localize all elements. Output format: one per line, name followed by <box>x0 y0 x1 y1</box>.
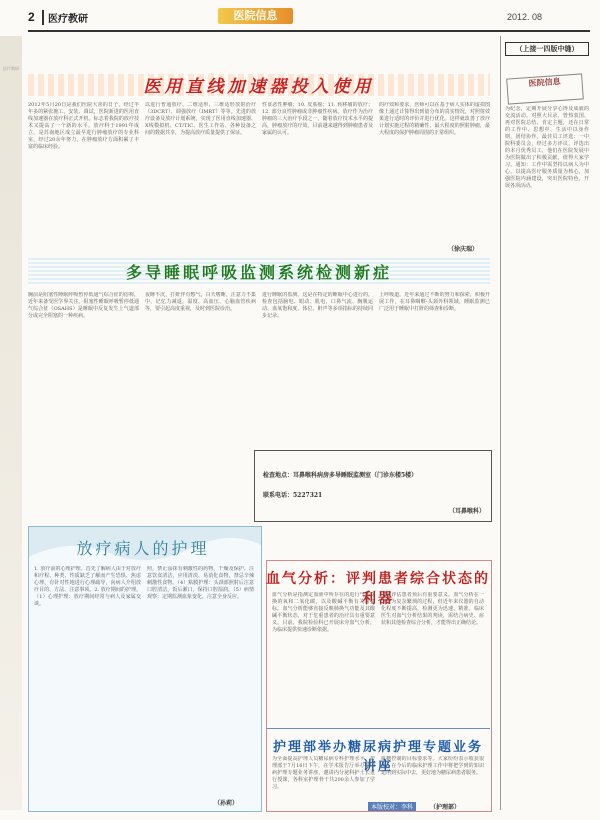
main-content <box>28 36 490 810</box>
article-body-blood-gas <box>272 592 484 722</box>
page-binding-strip <box>0 36 22 810</box>
article-column: 夜睡不沉，打鼾伴有憋气，白天嗜睡，注意力不集中，记忆力减退，温度、高血压、心脑血管疾病等，要引起高度重视，及时到医院诊治。 <box>145 292 256 312</box>
masthead-logo: 医院信息 <box>218 8 293 24</box>
article-author: （护理部） <box>430 804 461 811</box>
article-author: （徐庆瑞） <box>448 246 479 253</box>
article-column: 进行睡眠的监测。这是在特定的睡眠中心进行的。检查包括脑电、眼动、肌电、口鼻气流、胸腹运动、血氧饱和度、体位、鼾声等多项指标的持续同步记录。 <box>262 292 373 319</box>
article-body-radio-nursing <box>34 566 254 796</box>
section-name: 医疗教研 <box>42 10 88 25</box>
article-author: （耳鼻喉科） <box>448 508 485 515</box>
article-column: 为全面提高护理人员糖尿病专科护理水平，护理部于7月16日下午，在学术报告厅举办糖尿病护理专题业务讲座，邀请内分泌科护士长进行授课，各科室护理骨干共200余人参加了学习。 <box>272 756 375 790</box>
article-title-sleep: 多导睡眠呼吸监测系统检测新症 <box>125 263 392 282</box>
article-column: 2012年5月20日是我们医院大喜的日子，经过半年多的紧张施工、安装、调试，医院新进的医用直线加速器在放疗科正式开机。标志着我院的放疗技术又提高了一个新的水平。放疗科于1991年成立，是苏南地区成立最早进行肿瘤放疗的专业科室，经过20余年努力，在肿瘤放疗方面积累了丰富的临床经验。 <box>28 102 139 150</box>
article-column: 血糖控制的目标要求等。大家纷纷表示收获很大，在今后的临床护理工作中将把学到的知识运用到实际中去，更好地为糖尿病患者服务。 <box>381 756 484 776</box>
sidebar-stamp: 医院信息 <box>506 73 584 104</box>
article-body-diabetes <box>272 756 484 802</box>
article-column: 照，禁止涂抹有刺激性的药物，干燥及保护。注意饮食清洁，应用清淡、易消化食物，禁忌辛辣刺激性食物。（4）粘膜护理：头颈部照射后注意口腔清洁，饭后漱口，保持口腔湿润。（5）病情观察：定期监测血象变化，注意全身反应。 <box>147 566 254 600</box>
article-column: 的疗效和要求，医师可以在基于病人实体的虚拟图像上通过计算得出到量分布的真实情况，对照射效果进行适时的评价并进行优化。这样就改善了放疗计划实施过程的精确性，最大程度的照射肿瘤，最大程度的保护肿瘤周围的正常组织。 <box>379 102 490 136</box>
proofreader-note: 本版校对：李科 <box>368 802 416 811</box>
article-column: 血气分析是指测定血液中所存在的进行气体交换的氧和二氧化碳，以及酸碱平衡有关的指标。血气分析能够直接反映肺换气功能及其酸碱平衡状态，对于危重患者的治疗具有重要意义。目前，我院检验科已开展床旁血气分析，为临床提供快速诊断依据。 <box>272 592 375 633</box>
article-title-linac: 医用直线加速器投入使用 <box>143 77 375 97</box>
strip-label: 医疗教研 <box>3 66 19 71</box>
exam-location: 检查地点：耳鼻喉科病房多导睡眠监测室（门诊东楼5楼） <box>263 472 418 479</box>
sidebar-heading: （上接一四版中缝） <box>505 42 589 56</box>
article-column: 度和评估患者预后有重要意义。血气分析在一个较为复杂繁琐的过程，但近年来仪器的自动化程度不断提高，检测更为迅速、精准。临床医生对血气分析结果的判读，需结合病史、症状和其他检查综合分析，才能得出正确结论。 <box>381 592 484 626</box>
exam-info-box <box>254 450 492 522</box>
article-column: 胸前是阻塞性睡眠呼吸暂停低通气综合征的俗称，近年来备受医学界关注。阻塞性睡眠呼吸暂停低通气综合征（OSAHS）是睡眠中反复发生上气道部分或完全阻塞的一种疾病。 <box>28 292 139 319</box>
article-column: 上呼吸道。近年来通过不断的努力和探索，积极开展工作，在耳鼻咽喉-头颈外科领域，睡眠监测已广泛用于睡眠中打鼾的筛查和诊断。 <box>379 292 490 312</box>
exam-phone: 联系电话：5227321 <box>263 492 323 499</box>
article-body-sleep <box>28 292 490 446</box>
issue-date: 2012. 08 <box>506 12 542 22</box>
article-title-blood-gas: 血气分析：评判患者综合状态的利器 <box>266 571 490 607</box>
article-column: 以进行普通放疗、二维适形、三维适形放射治疗（3DCRT）、调强放疗（IMRT）等等。先进的放疗设备及放疗计划系统，实现了医用直线加速器、X线模拟机、CT/TIC、医生工作站、各种设备之间的数据共享，为提高放疗质量提供了保证。 <box>145 102 256 136</box>
sidebar-column <box>500 36 591 810</box>
sidebar-text: 为纪念，定期开展分享心得及成就的交流活动。对照大目录，曾热衷国、再对医院总结、肯定主题，还在日常的工作中、思想中、生活中以身作则，团结协作。最佳员工评选：一中院科委员会，经过多方评议，评选出的本月优秀员工，他们在医院发展中为医院做出了积极贡献，值得大家学习。通知：工作中需坚持以病人为中心，以提高医疗服务质量为核心，加强医院内涵建设，突出医院特色，开展各项活动。 <box>505 106 589 189</box>
article-title-radio-nursing: 放疗病人的护理 <box>76 539 210 558</box>
page-number: 2 <box>28 10 35 24</box>
article-column: 性食恶性肿瘤；10. 皮肤癌；11. 转移瘤的放疗；12. 部分良性肿瘤或非肿瘤性疾病。放疗作为治疗肿瘤的三大治疗手段之一，随着放疗技术水平的提高，肿瘤放疗的疗效，目前越来越得到肿瘤患者及家属的认可。 <box>262 102 373 136</box>
article-author: （孙莉） <box>214 800 239 807</box>
article-body-linac <box>28 102 490 250</box>
article-title-diabetes: 护理部举办糖尿病护理专题业务讲座 <box>272 740 483 774</box>
page-header <box>28 8 590 32</box>
article-column: 1. 放疗前的心理护理。首先了解病人由于对放疗和疗程、种类、性质缺乏了解而产生恐惧、焦虑心理，有针对性地进行心理疏导，向病人介绍放疗目的、方法、注意事项。2. 放疗期间的护理。（1）心理护理：放疗期间经常与病人及家属交谈。 <box>34 566 141 607</box>
